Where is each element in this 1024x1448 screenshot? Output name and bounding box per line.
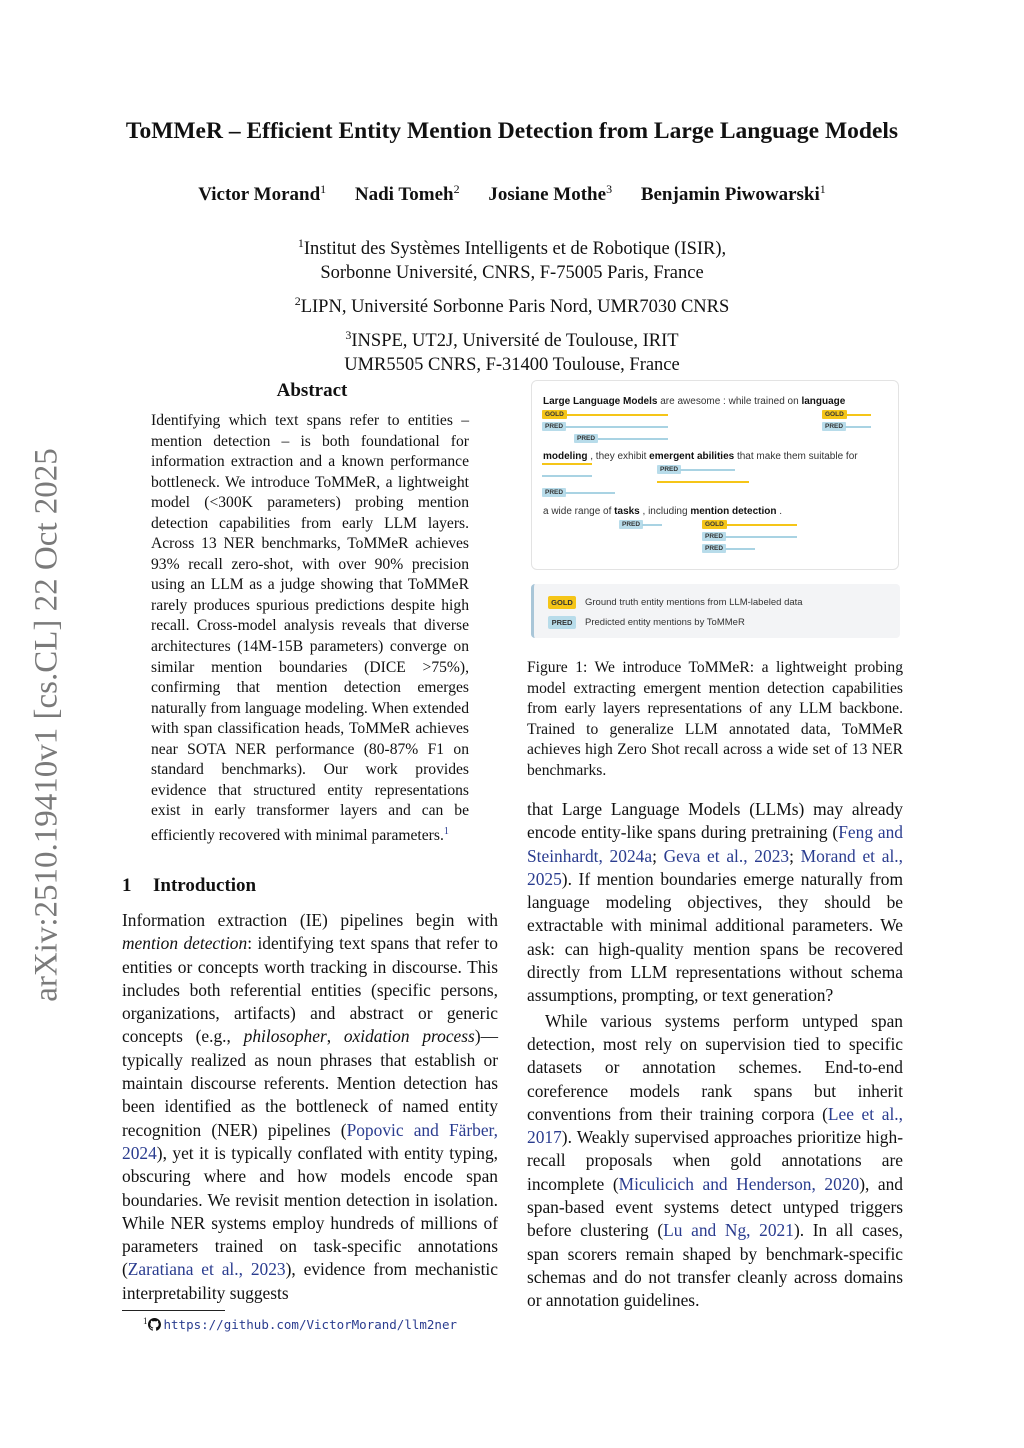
pred-tag: PRED [619,520,643,529]
body-text-right: that Large Language Models (LLMs) may already encode entity-like spans during pretraining (Feng and Steinhardt, 2024a; Geva et al., 2023; Morand et al., 2025). If mention boundaries emerge naturally from language modeling objectives, they should be extractable with minimal additional parameters. We ask: can high-quality mention spans be recovered directly from LLM representations without schema assumptions, prompting, or text generation? While various systems perform untyped span detection, most rely on supervision tied to specific datasets or annotation schemes. End-to-end coreference models rank spans but inherit conventions from their training corpora (Lee et al., 2017). Weakly supervised approaches prioritize high-recall proposals when gold annotations are incomplete (Miculicich and Henderson, 2020), and span-based event systems detect untyped triggers before clustering (Lu and Ng, 2021). In all cases, span scorers remain shaped by benchmark-specific schemas and do not transfer cleanly across domains or annotation guidelines. [527,799,904,1311]
legend-item-pred: PRED Predicted entity mentions by ToMMeR [548,616,745,629]
pred-tag: PRED [702,532,726,541]
pred-span-bar [565,492,615,494]
abstract-text: Identifying which text spans refer to entities – mention detection – is both foundational for information extraction and a known performance bottleneck. We introduce ToMMeR, a lightweight model (<300K parameters) probing mention detection capabilities from early LLM layers. Across 13 NER benchmarks, ToMMeR achieves 93% recall zero-shot, with over 90% precision using an LLM as a judge showing that ToMMeR rarely produces spurious predictions despite high recall. Cross-model analysis reveals that diverse architectures (14M-15B parameters) converge on similar mention boundaries (DICE >75%), confirming that mention detection emerges naturally from language modeling. When extended with span classification heads, ToMMeR achieves near SOTA NER performance (80-87% F1 on standard benchmarks). Our work provides evidence that structured entity representations exist in early transformer layers and can be efficiently recovered with minimal parameters.$^1$ [151,412,469,845]
figure-sentence-line: Large Language Models are awesome : while trained on language [543,396,846,407]
pred-tag: PRED [542,488,566,497]
author: Victor Morand$^1$ [198,182,327,205]
author-list [120,182,904,206]
github-icon [148,1318,161,1335]
pred-tag: PRED [702,544,726,553]
citation-link[interactable]: Lu and Ng, 2021 [663,1220,794,1241]
pred-tag: PRED [822,422,846,431]
gold-span-bar [565,414,668,416]
affiliation: $^1$Institut des Systèmes Intelligents et de Robotique (ISIR), Sorbonne Université, CNRS, F-75005 Paris, France [297,236,727,283]
arxiv-sidebar [24,428,70,1022]
footnote: $^1$ https://github.com/VictorMorand/llm2ner [143,1316,457,1335]
citation-link[interactable]: Geva et al., 2023 [663,845,790,866]
pred-span-bar [642,524,662,526]
gold-span-bar [542,463,592,465]
author: Nadi Tomeh$^2$ [354,182,460,205]
pred-tag: PRED [542,422,566,431]
pred-span-bar [845,426,871,428]
citation-link[interactable]: Feng and Steinhardt, 2024a [527,822,903,866]
gold-span-bar [725,524,797,526]
gold-tag: GOLD [702,520,727,529]
citation-link[interactable]: Miculicich and Henderson, 2020 [618,1173,860,1194]
gold-tag: GOLD [822,410,847,419]
figure-sentence-line: a wide range of tasks , including mention detection . [543,506,783,517]
citation-link[interactable]: Lee et al., 2017 [527,1103,903,1148]
citation-link[interactable]: Popovic and Färber, 2024 [122,1119,498,1163]
gold-span-bar [845,414,871,416]
gold-span-bar [657,481,749,483]
figure-sentence-line: modeling , they exhibit emergent abilities that make them suitable for [543,451,858,462]
paper-title: ToMMeR – Efficient Entity Mention Detection from Large Language Models [125,118,899,144]
pred-span-bar [680,469,735,471]
affiliation: $^2$LIPN, Université Sorbonne Paris Nord, UMR7030 CNRS [294,294,730,317]
figure-legend [531,584,900,638]
affiliation: $^3$INSPE, UT2J, Université de Toulouse, IRIT UMR5505 CNRS, F-31400 Toulouse, France [344,328,680,375]
author: Josiane Mothe$^3$ [488,182,613,205]
pred-span-bar [598,438,668,440]
pred-span-bar [542,475,592,477]
footnote-rule [122,1310,225,1311]
pred-span-bar [725,536,797,538]
github-link[interactable]: https://github.com/VictorMorand/llm2ner [163,1317,457,1332]
citation-link[interactable]: Morand et al., 2025 [527,845,903,889]
pred-span-bar [725,548,755,550]
citation-link[interactable]: Zaratiana et al., 2023 [127,1259,286,1280]
legend-item-gold: GOLD Ground truth entity mentions from LLM-labeled data [548,596,803,609]
pred-tag: PRED [574,434,598,443]
gold-tag: GOLD [542,410,567,419]
figure-1 [531,380,899,570]
footnote-marker[interactable]: 1 [443,825,449,837]
section-heading: 1 Introduction [122,875,257,896]
arxiv-identifier: arXiv:2510.19410v1 [cs.CL] 22 Oct 2025 [28,448,65,1002]
figure-caption: Figure 1: We introduce ToMMeR: a lightweight probing model extracting emergent mention detection capabilities from early layers representations of any LLM backbone. Trained to generalize LLM annotated data, ToMMeR achieves high Zero Shot recall across a wide set of 13 NER benchmarks. [527,659,903,779]
pred-tag: PRED [657,465,681,474]
abstract-heading: Abstract [276,380,348,401]
author: Benjamin Piwowarski$^1$ [640,182,826,205]
pred-span-bar [565,426,668,428]
intro-paragraph: Information extraction (IE) pipelines begin with mention detection: identifying text spans that refer to entities or concepts worth tracking in discourse. This includes both referential entities (specific persons, organizations, artifacts) and abstract or generic concepts (e.g., philosopher, oxidation process)—typically realized as noun phrases that establish or maintain discourse referents. Mention detection has been identified as the bottleneck of named entity recognition (NER) pipelines (Popovic and Färber, 2024), yet it is typically conflated with entity typing, obscuring where and how models encode span boundaries. We revisit mention detection in isolation. While NER systems employ hundreds of millions of parameters trained on task-specific annotations (Zaratiana et al., 2023), evidence from mechanistic interpretability suggests [122,910,498,1303]
